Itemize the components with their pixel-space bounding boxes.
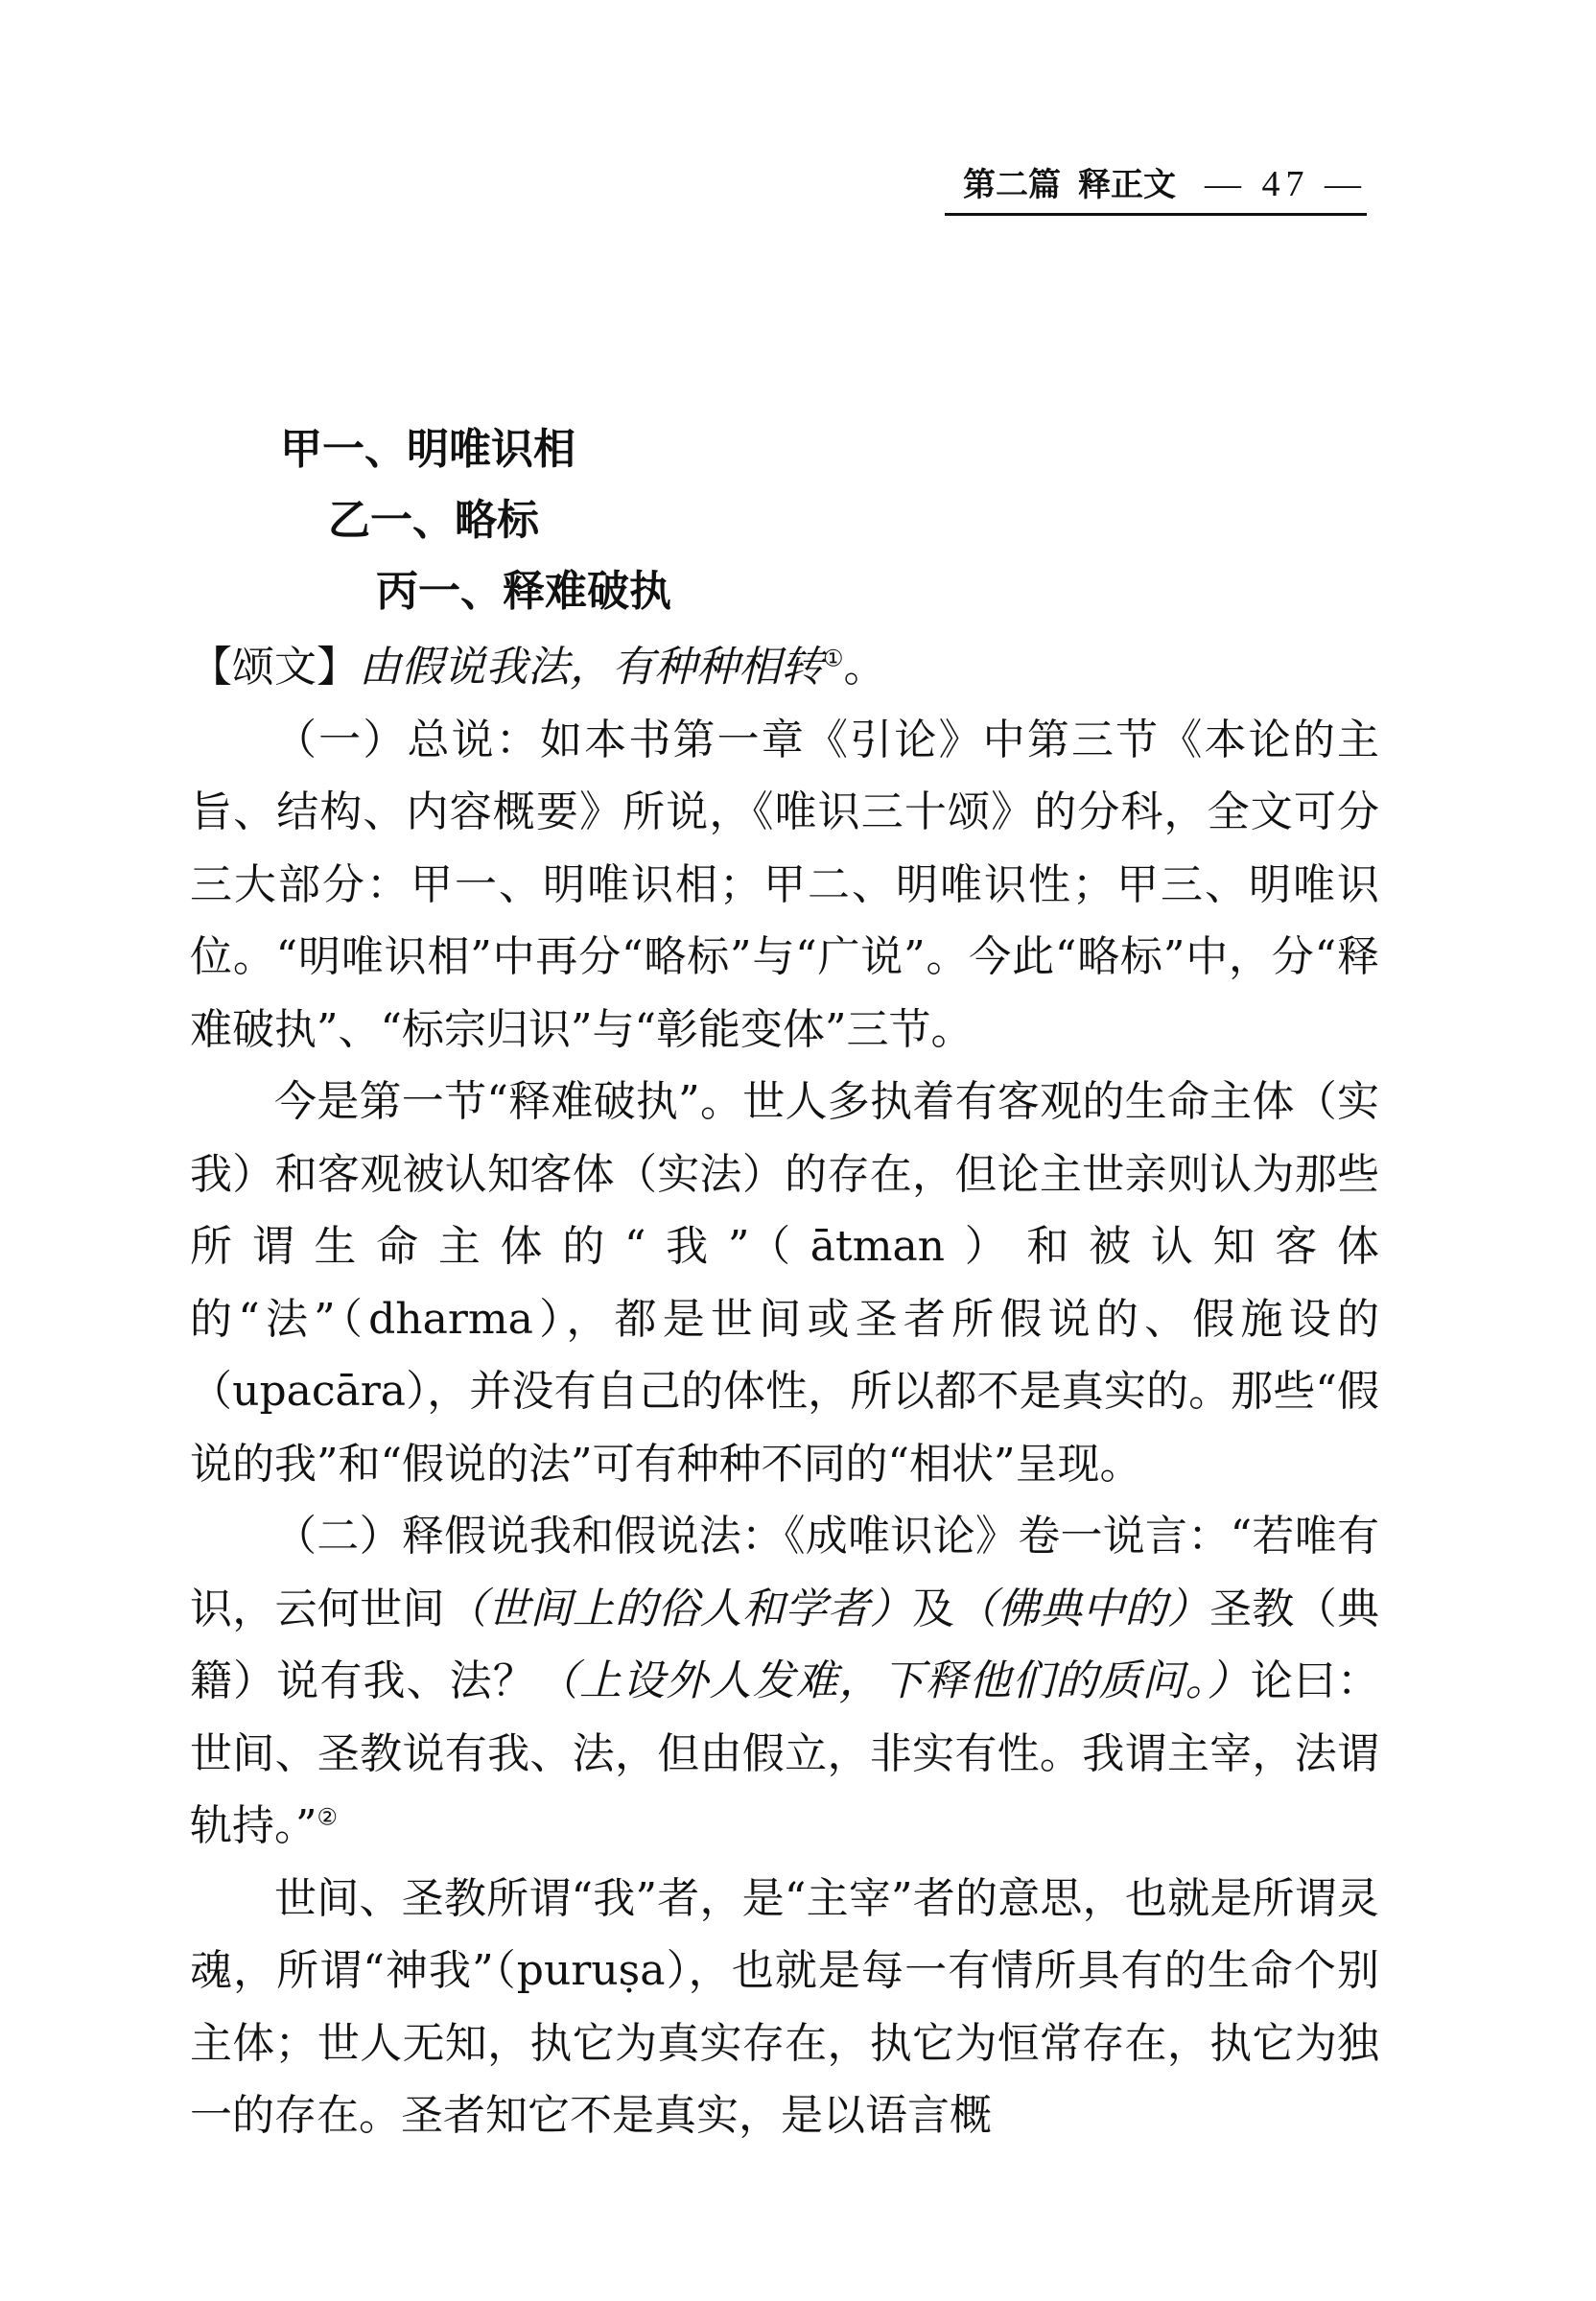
verse-line	[190, 631, 1379, 704]
body-text	[190, 631, 1379, 2152]
quote-text: 论曰：世间、圣教说有我、法，但由假立，非实有性。我谓主宰，法谓轨持。”	[190, 1656, 1380, 1850]
quote-gloss: （世间上的俗人和学者）	[444, 1584, 913, 1633]
header-section: 第二篇	[963, 166, 1061, 204]
quote-text: 圣教	[1209, 1584, 1295, 1633]
running-header	[945, 153, 1367, 216]
quote-text: （二）释假说我和假说法：《成唯识论》卷一说言：“若唯有识，云何世间	[190, 1512, 1379, 1633]
footnote-ref-2: ②	[317, 1803, 339, 1831]
quote-gloss: （上设外人发难，下释他们的质问。）	[535, 1656, 1251, 1705]
heading-level-1: 甲一、明唯识相	[280, 425, 575, 474]
quote-text: 说有我、法？	[276, 1656, 536, 1705]
paragraph-general: （一）总说：如本书第一章《引论》中第三节《本论的主旨、结构、内容概要》所说，《唯识三十颂》的分科，全文可分三大部分：甲一、明唯识相；甲二、明唯识性；甲三、明唯识位。“明唯识相”中再分“略标”与“广说”。今此“略标”中，分“释难破执”、“标宗归识”与“彰能变体”三节。	[190, 715, 1379, 1054]
footnote-ref-1: ①	[823, 645, 844, 672]
quote-text: 及	[912, 1584, 955, 1633]
heading-level-3: 丙一、释难破执	[376, 567, 671, 616]
header-chapter: 释正文	[1078, 166, 1176, 204]
quote-gloss: （佛典中的）	[954, 1584, 1210, 1633]
verse-tag: 【颂文】	[190, 643, 359, 692]
paragraph-explanation: 今是第一节“释难破执”。世人多执着有客观的生命主体（实我）和客观被认知客体（实法）的存在，但论主世亲则认为那些所谓生命主体的“我”（ātman）和被认知客体的“法”（dharma），都是世间或圣者所假说的、假施设的（upacāra），并没有自己的体性，所以都不是真实的。那些“假说的我”和“假说的法”可有种种不同的“相状”呈现。	[190, 1077, 1379, 1489]
paragraph-self: 世间、圣教所谓“我”者，是“主宰”者的意思，也就是所谓灵魂，所谓“神我”（puruṣa），也就是每一有情所具有的生命个别主体；世人无知，执它为真实存在，执它为恒常存在，执它为独一的存在。圣者知它不是真实，是以语言概	[190, 1873, 1379, 2140]
verse-text: 由假说我法，有种种相转	[359, 643, 823, 692]
quote-gloss: （典籍）	[190, 1584, 1380, 1705]
verse-end: 。	[843, 643, 886, 692]
heading-level-2: 乙一、略标	[328, 496, 539, 545]
page-number: — 47 —	[1205, 164, 1367, 204]
paragraph-quotation	[190, 1500, 1379, 1863]
